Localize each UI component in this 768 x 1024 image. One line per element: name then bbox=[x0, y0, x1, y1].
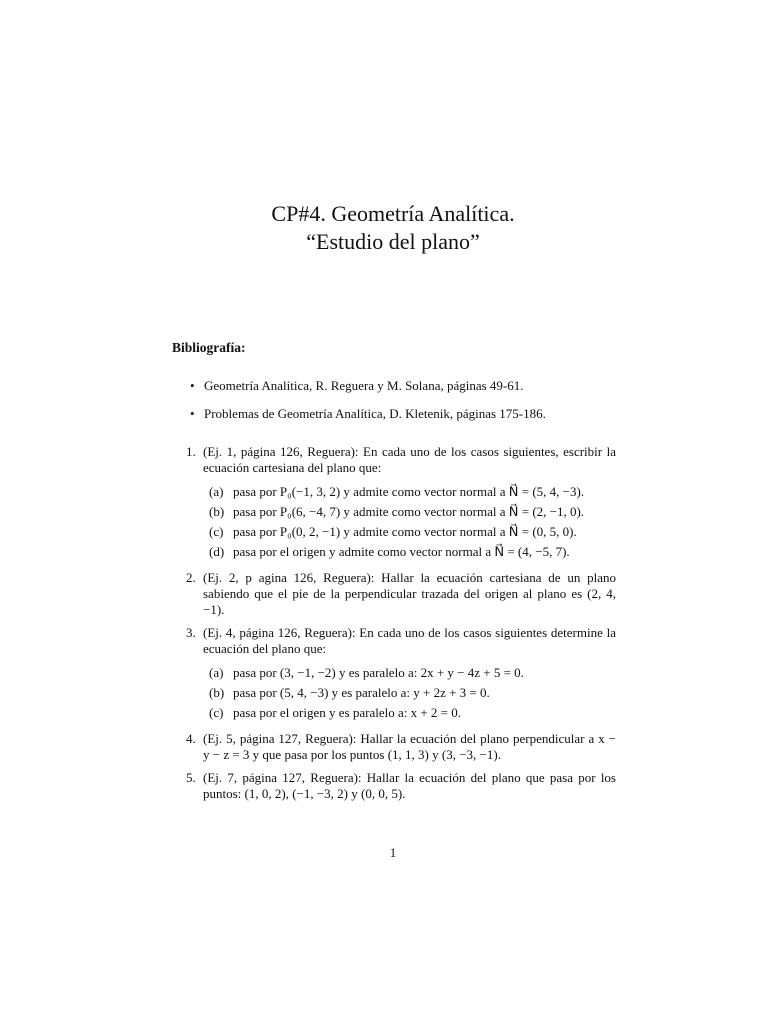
subitem bbox=[203, 504, 616, 520]
bibliography-list bbox=[190, 378, 546, 434]
subitem bbox=[203, 544, 616, 560]
bibliography-heading: Bibliografía: bbox=[172, 340, 246, 355]
page-number: 1 bbox=[389, 845, 397, 860]
subitem bbox=[203, 685, 616, 701]
subitem-text: pasa por P₀(−1, 3, 2) y admite como vector normal a N⃗ = (5, 4, −3). bbox=[233, 484, 585, 499]
problem-text: (Ej. 2, p agina 126, Reguera): Hallar la ecuación cartesiana de un plano sabiendo que el pie de la perpendicular trazada del origen al plano es (2, 4, −1). bbox=[203, 570, 616, 617]
problem-2 bbox=[186, 570, 616, 618]
problem-number: 4. bbox=[186, 731, 196, 746]
title-line-2: “Estudio del plano” bbox=[306, 229, 480, 254]
subitem-label: (a) bbox=[209, 665, 224, 680]
subitem-label: (a) bbox=[209, 484, 224, 499]
subitem bbox=[203, 705, 616, 721]
bibliography-item: • Geometría Analítica, R. Reguera y M. Solana, páginas 49-61. bbox=[190, 378, 546, 394]
document-title bbox=[0, 200, 768, 256]
problem-list bbox=[186, 444, 616, 809]
bibliography-item: • Problemas de Geometría Analítica, D. Kletenik, páginas 175-186. bbox=[190, 406, 546, 422]
subitem bbox=[203, 665, 616, 681]
subitem-label: (d) bbox=[209, 544, 225, 559]
subitem-text: pasa por P₀(0, 2, −1) y admite como vector normal a N⃗ = (0, 5, 0). bbox=[233, 524, 577, 539]
problem-number: 1. bbox=[186, 444, 196, 459]
title-line-1: CP#4. Geometría Analítica. bbox=[271, 201, 515, 226]
subitem-text: pasa por el origen y es paralelo a: x + 2 = 0. bbox=[233, 705, 462, 720]
subitem-text: pasa por (5, 4, −3) y es paralelo a: y + 2z + 3 = 0. bbox=[233, 685, 490, 700]
subitem bbox=[203, 524, 616, 540]
problem-number: 5. bbox=[186, 770, 196, 785]
subitem bbox=[203, 484, 616, 500]
subitem-label: (c) bbox=[209, 705, 224, 720]
problem-1 bbox=[186, 444, 616, 560]
problem-text: (Ej. 4, página 126, Reguera): En cada uno de los casos siguientes determine la ecuación del plano que: bbox=[203, 625, 616, 656]
problem-3 bbox=[186, 625, 616, 721]
subitem-label: (b) bbox=[209, 685, 225, 700]
problem-number: 2. bbox=[186, 570, 196, 585]
subitem-text: pasa por el origen y admite como vector normal a N⃗ = (4, −5, 7). bbox=[233, 544, 570, 559]
problem-text: (Ej. 5, página 127, Reguera): Hallar la ecuación del plano perpendicular a x − y − z = 3 y que pasa por los puntos (1, 1, 3) y (3, −3, −1). bbox=[203, 731, 616, 762]
problem-number: 3. bbox=[186, 625, 196, 640]
problem-4 bbox=[186, 731, 616, 763]
problem-3-subitems bbox=[203, 665, 616, 721]
problem-1-subitems bbox=[203, 484, 616, 560]
problem-5 bbox=[186, 770, 616, 802]
subitem-label: (c) bbox=[209, 524, 224, 539]
problem-text: (Ej. 7, página 127, Reguera): Hallar la ecuación del plano que pasa por los puntos: (1, 0, 2), (−1, −3, 2) y (0, 0, 5). bbox=[203, 770, 616, 801]
subitem-text: pasa por P₀(6, −4, 7) y admite como vector normal a N⃗ = (2, −1, 0). bbox=[233, 504, 585, 519]
problem-text: (Ej. 1, página 126, Reguera): En cada uno de los casos siguientes, escribir la ecuación cartesiana del plano que: bbox=[203, 444, 616, 475]
subitem-label: (b) bbox=[209, 504, 225, 519]
subitem-text: pasa por (3, −1, −2) y es paralelo a: 2x + y − 4z + 5 = 0. bbox=[233, 665, 524, 680]
